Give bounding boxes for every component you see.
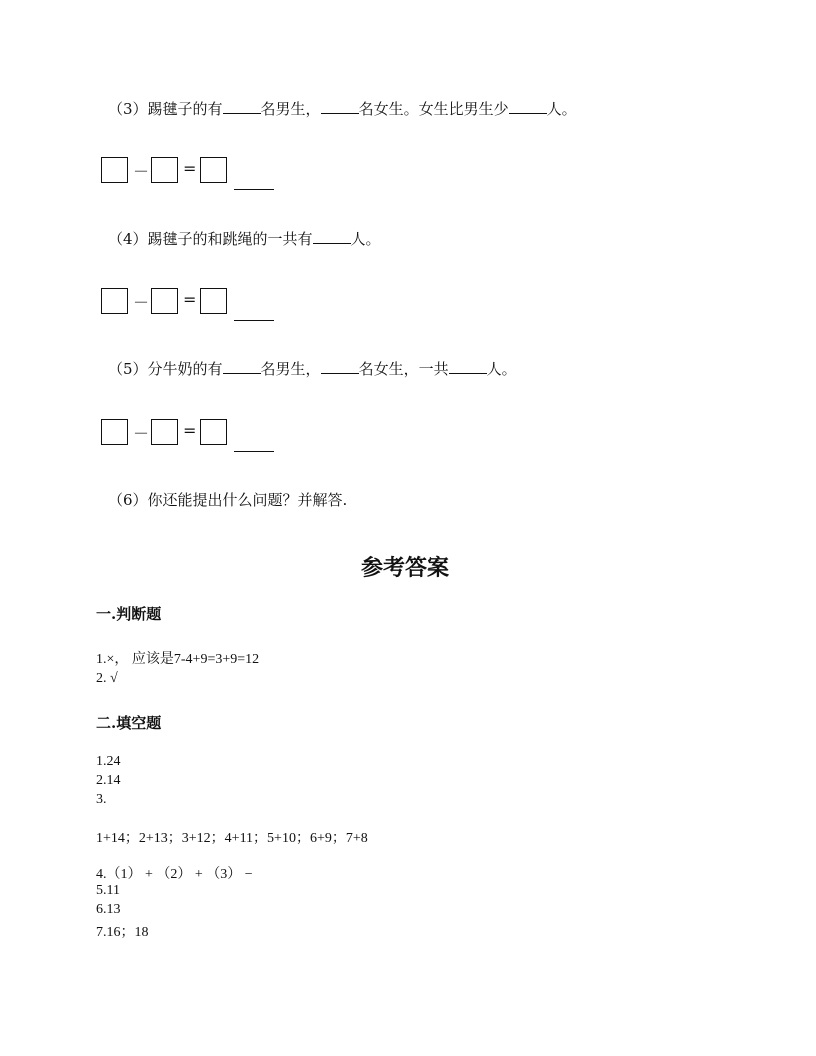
answer-2-7: 7.16；18 — [96, 925, 149, 940]
section-1-heading: 一.判断题 — [96, 605, 162, 623]
q4-suffix: 人。 — [350, 230, 381, 248]
question-5 — [108, 358, 517, 379]
q5-box-2[interactable] — [151, 419, 178, 445]
q4-prefix: （4）踢毽子的和跳绳的一共有 — [108, 230, 313, 248]
question-3 — [108, 98, 577, 119]
q3-equals: = — [183, 159, 197, 178]
q5-minus: － — [133, 424, 150, 443]
q4-answer-line[interactable] — [234, 320, 274, 321]
q5-box-3[interactable] — [200, 419, 227, 445]
answer-2-1: 1.24 — [96, 754, 121, 769]
q3-box-3[interactable] — [200, 157, 227, 183]
q5-blank-3[interactable] — [449, 361, 487, 374]
question-6: （6）你还能提出什么问题？并解答. — [108, 491, 348, 509]
q5-mid2: 名女生，一共 — [358, 360, 449, 378]
q5-mid1: 名男生， — [260, 360, 321, 378]
q3-prefix: （3）踢毽子的有 — [108, 100, 223, 118]
answer-2-3-detail: 1+14；2+13；3+12；4+11；5+10；6+9；7+8 — [96, 831, 368, 846]
q5-answer-line[interactable] — [234, 451, 274, 452]
q5-blank-1[interactable] — [223, 361, 261, 374]
q4-blank-1[interactable] — [313, 231, 351, 244]
q3-suffix: 人。 — [546, 100, 577, 118]
q4-box-1[interactable] — [101, 288, 128, 314]
answer-2-5: 5.11 — [96, 883, 120, 898]
answer-2-6: 6.13 — [96, 902, 121, 917]
q5-prefix: （5）分牛奶的有 — [108, 360, 223, 378]
question-4 — [108, 228, 381, 249]
answer-1-2: 2. √ — [96, 671, 118, 686]
q3-mid2: 名女生。女生比男生少 — [358, 100, 509, 118]
q5-equals: = — [183, 421, 197, 440]
q3-box-2[interactable] — [151, 157, 178, 183]
q3-box-1[interactable] — [101, 157, 128, 183]
q4-box-2[interactable] — [151, 288, 178, 314]
q5-suffix: 人。 — [486, 360, 517, 378]
answer-2-4: 4.（1） + （2） + （3） − — [96, 867, 253, 882]
q4-equals: = — [183, 290, 197, 309]
answer-2-3: 3. — [96, 792, 107, 807]
q5-box-1[interactable] — [101, 419, 128, 445]
answer-1-1: 1.×， 应该是7-4+9=3+9=12 — [96, 652, 260, 667]
q3-mid1: 名男生， — [260, 100, 321, 118]
q4-minus: － — [133, 293, 150, 312]
q5-blank-2[interactable] — [321, 361, 359, 374]
q3-blank-2[interactable] — [321, 101, 359, 114]
q3-blank-3[interactable] — [509, 101, 547, 114]
answers-title: 参考答案 — [361, 555, 450, 581]
q3-answer-line[interactable] — [234, 189, 274, 190]
q4-box-3[interactable] — [200, 288, 227, 314]
section-2-heading: 二.填空题 — [96, 714, 162, 732]
q3-minus: － — [133, 162, 150, 181]
answer-2-2: 2.14 — [96, 773, 121, 788]
q3-blank-1[interactable] — [223, 101, 261, 114]
